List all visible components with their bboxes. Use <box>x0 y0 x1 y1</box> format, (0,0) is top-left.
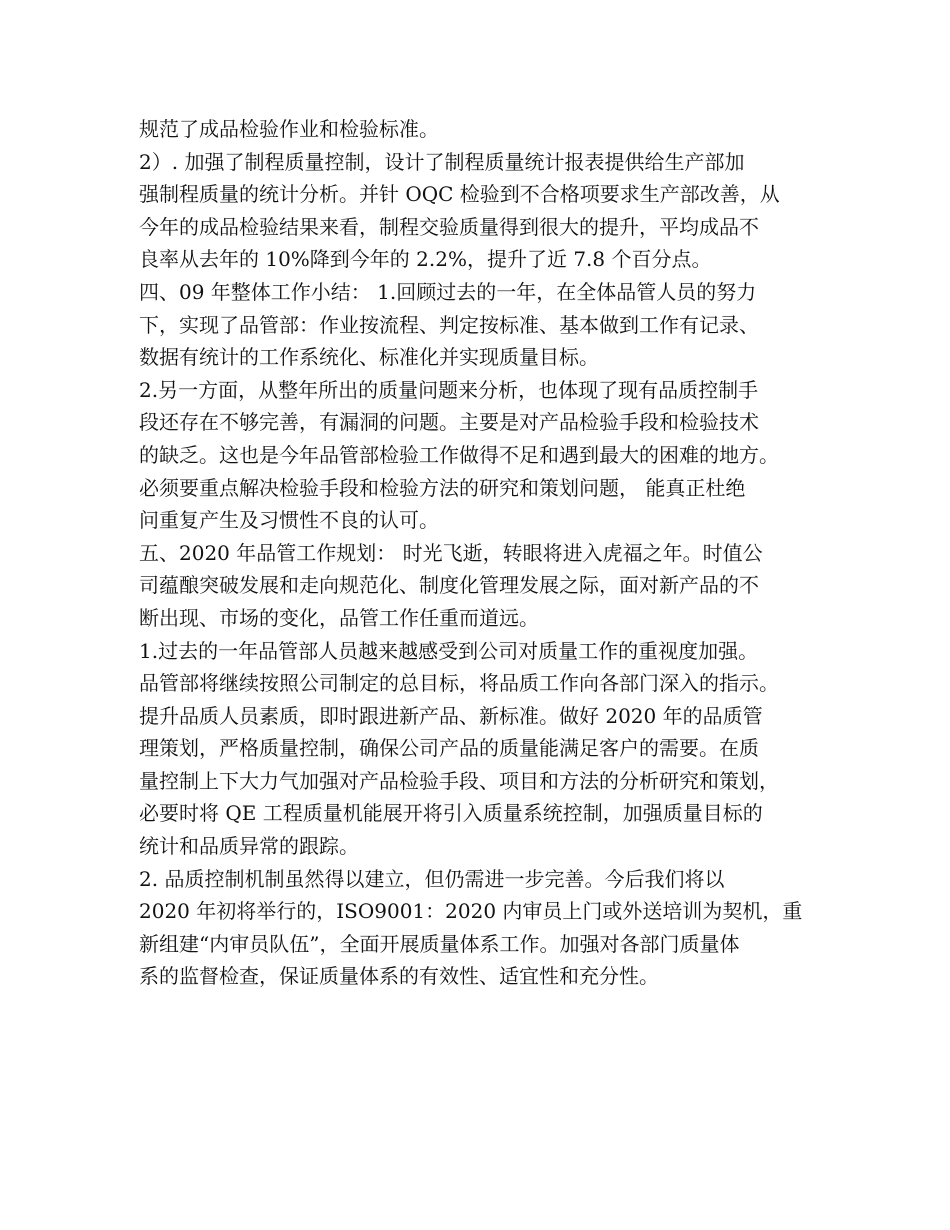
text-line: 数据有统计的工作系统化、标准化并实现质量目标。 <box>139 345 599 370</box>
text-line: 必须要重点解决检验手段和检验方法的研究和策划问题， 能真正杜绝 <box>139 475 746 500</box>
text-line: 的缺乏。这也是今年品管部检验工作做得不足和遇到最大的困难的地方。 <box>139 442 779 467</box>
text-line: 2. 品质控制机制虽然得以建立，但仍需进一步完善。今后我们将以 <box>139 866 725 891</box>
text-line: 问重复产生及习惯性不良的认可。 <box>139 508 439 533</box>
text-line: 1.过去的一年品管部人员越来越感受到公司对质量工作的重视度加强。 <box>139 638 759 663</box>
text-line: 强制程质量的统计分析。并针 OQC 检验到不合格项要求生产部改善，从 <box>139 182 780 207</box>
text-line: 新组建“内审员队伍”，全面开展质量体系工作。加强对各部门质量体 <box>139 931 740 956</box>
text-line: 量控制上下大力气加强对产品检验手段、项目和方法的分析研究和策划， <box>139 768 779 793</box>
text-line: 提升品质人员素质，即时跟进新产品、新标准。做好 2020 年的品质管 <box>139 703 763 728</box>
text-line: 品管部将继续按照公司制定的总目标，将品质工作向各部门深入的指示。 <box>139 671 779 696</box>
text-line: 规范了成品检验作业和检验标准。 <box>139 117 439 141</box>
text-line: 系的监督检查，保证质量体系的有效性、适宜性和充分性。 <box>139 964 659 989</box>
section-five-line: 五、2020 年品管工作规划： 时光飞逝，转眼将进入虎福之年。时值公 <box>139 540 763 565</box>
section-four-line: 四、09 年整体工作小结： 1.回顾过去的一年，在全体品管人员的努力 <box>139 279 757 304</box>
text-line: 2.另一方面，从整年所出的质量问题来分析，也体现了现有品质控制手 <box>139 377 759 402</box>
text-line: 良率从去年的 10%降到今年的 2.2%，提升了近 7.8 个百分点。 <box>139 247 712 272</box>
text-line: 司蕴酿突破发展和走向规范化、制度化管理发展之际，面对新产品的不 <box>139 573 759 598</box>
document-body <box>139 113 829 993</box>
text-line: 断出现、市场的变化，品管工作任重而道远。 <box>139 605 539 630</box>
text-line: 今年的成品检验结果来看，制程交验质量得到很大的提升，平均成品不 <box>139 214 759 239</box>
text-line: 理策划，严格质量控制，确保公司产品的质量能满足客户的需要。在质 <box>139 736 759 761</box>
text-line: 2020 年初将举行的，ISO9001：2020 内审员上门或外送培训为契机，重 <box>139 899 803 924</box>
text-line: 必要时将 QE 工程质量机能展开将引入质量系统控制，加强质量目标的 <box>139 801 763 826</box>
text-line: 2）. 加强了制程质量控制，设计了制程质量统计报表提供给生产部加 <box>139 149 745 174</box>
text-line: 统计和品质异常的跟踪。 <box>139 834 359 859</box>
text-line: 段还存在不够完善，有漏洞的问题。主要是对产品检验手段和检验技术 <box>139 410 759 435</box>
text-line: 下，实现了品管部：作业按流程、判定按标准、基本做到工作有记录、 <box>139 312 759 337</box>
